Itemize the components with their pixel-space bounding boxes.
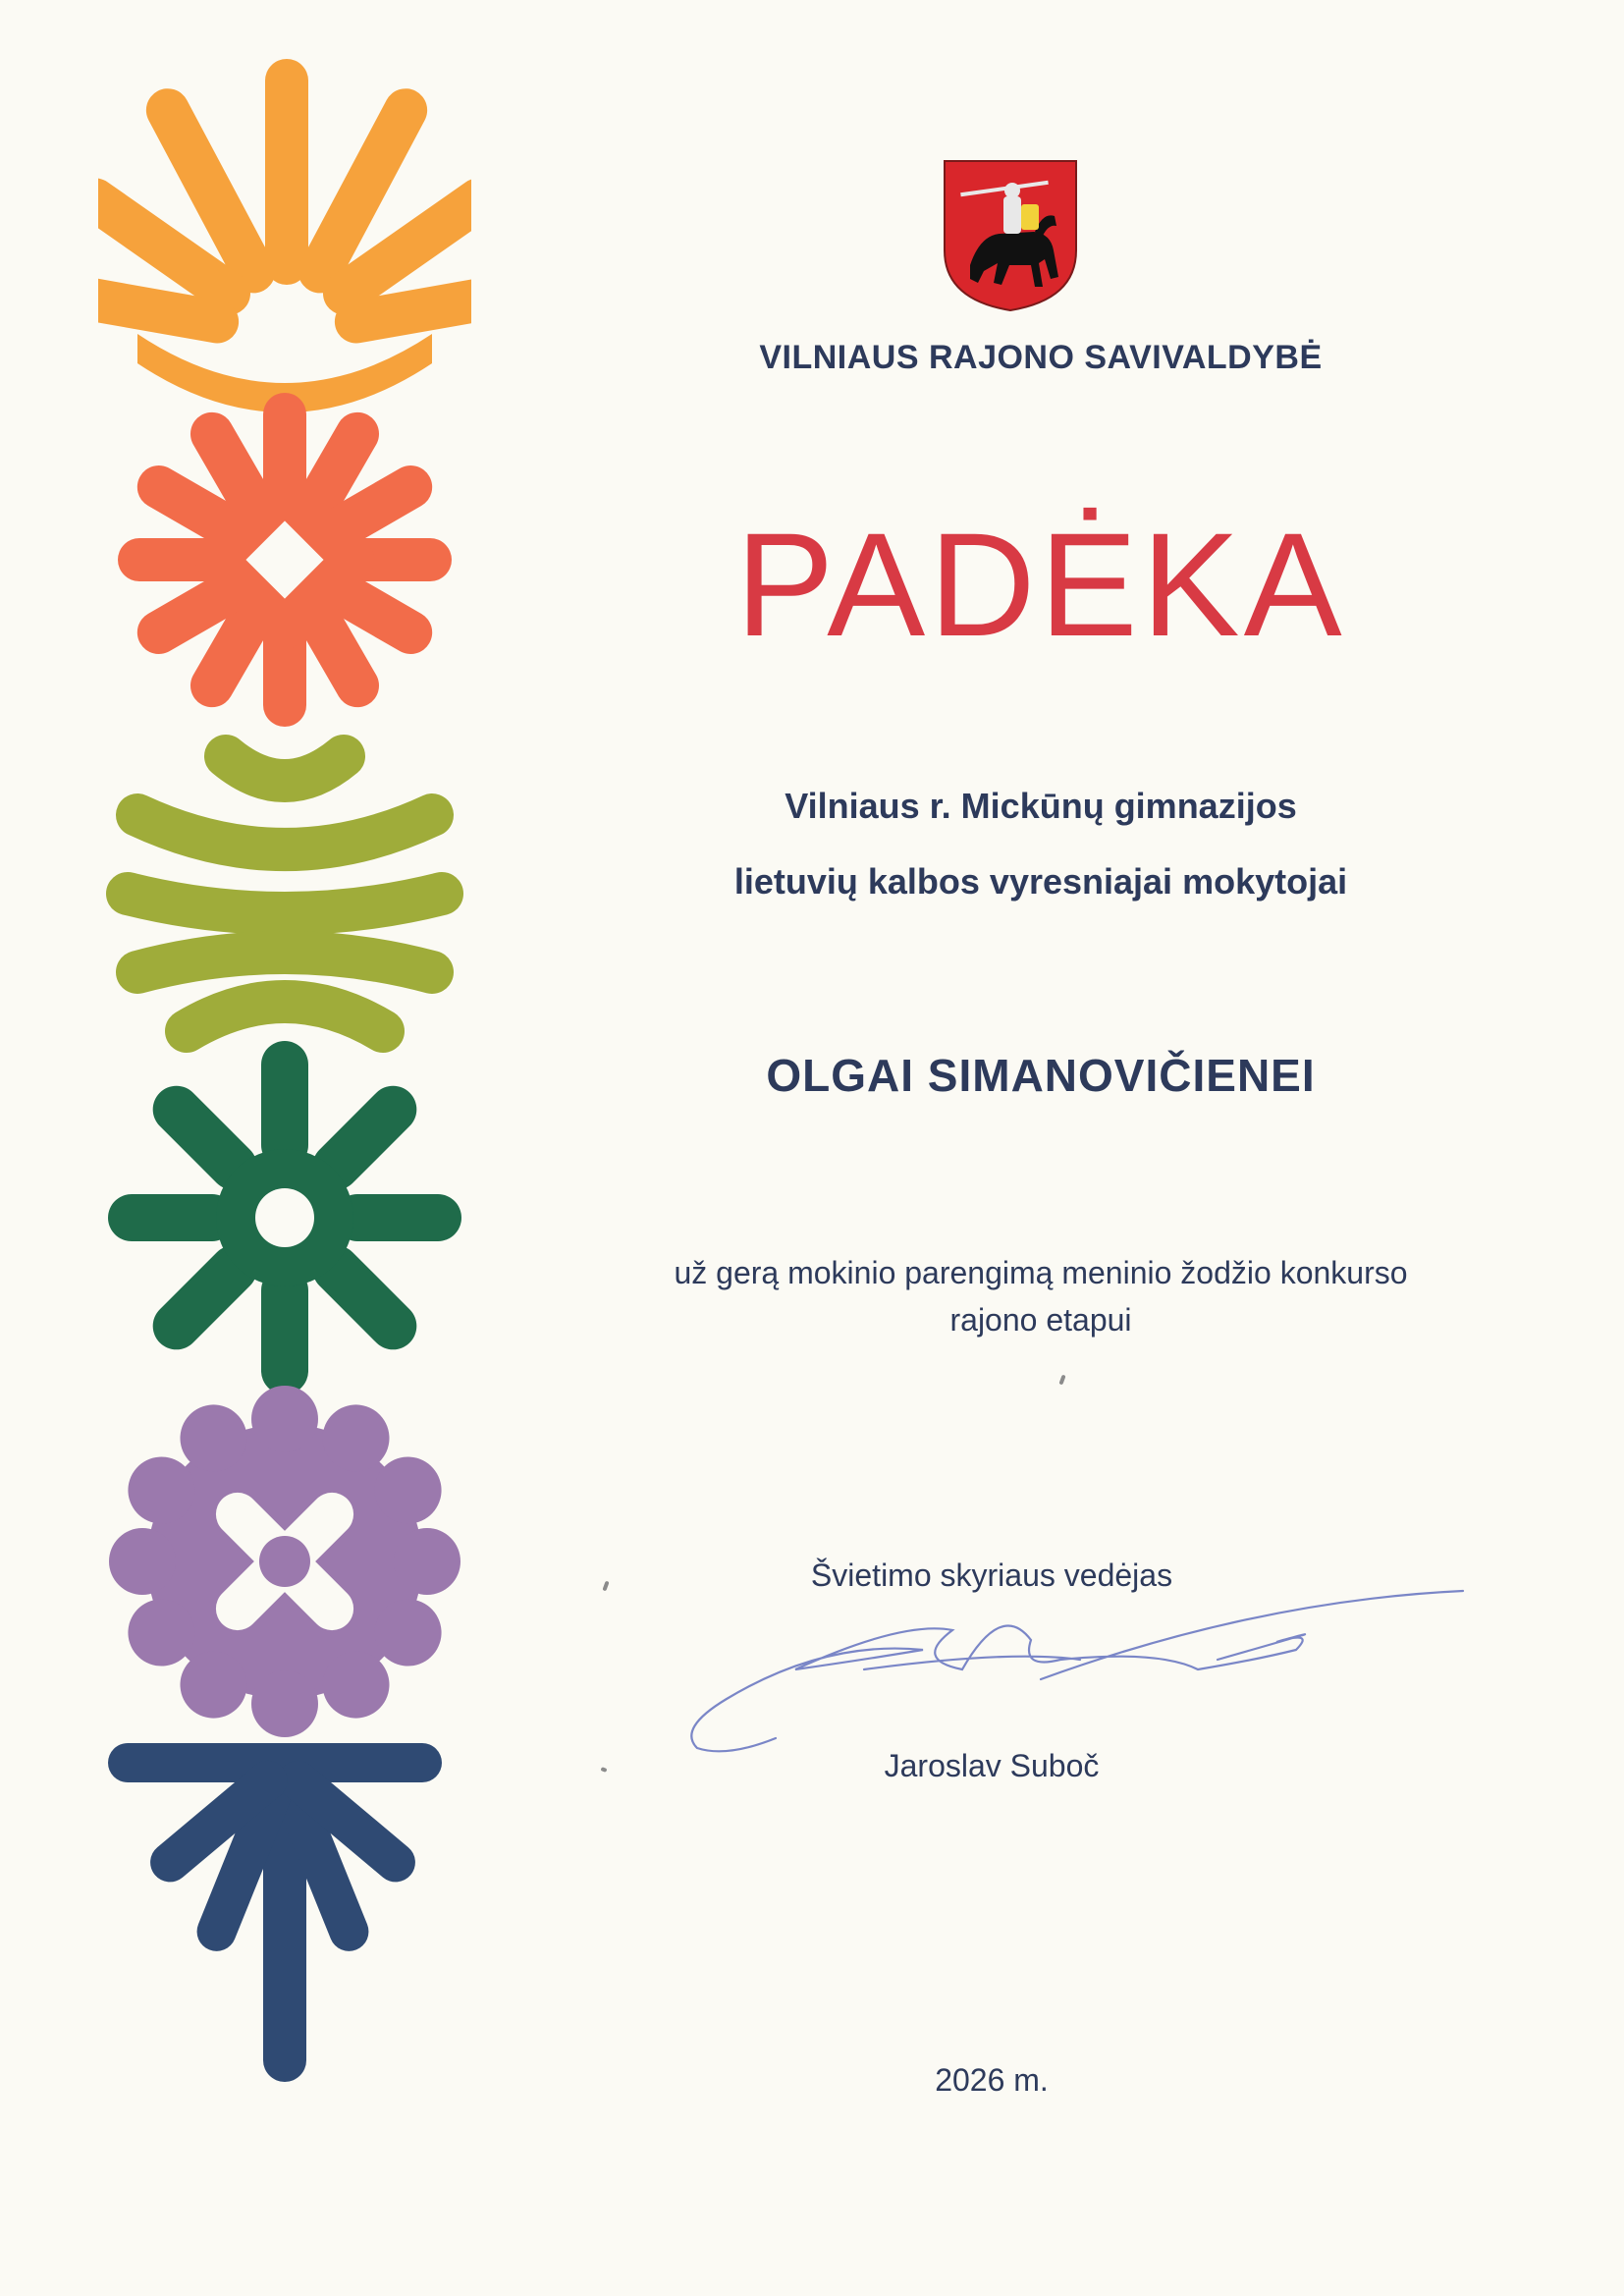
orange-sun-ornament: [98, 59, 471, 412]
vytis-coat-of-arms-icon: [941, 157, 1080, 314]
reason-text: [550, 1249, 1532, 1343]
signer-name: Jaroslav Subоč: [884, 1748, 1100, 1783]
reason-line-1: už gerą mokinio parengimą meninio žodžio konkurso: [674, 1255, 1408, 1290]
paper-speck: [602, 1581, 609, 1592]
paper-speck: [600, 1767, 607, 1773]
school-line: Vilniaus r. Mickūnų gimnazijos: [785, 786, 1297, 826]
recipient-name: OLGAI SIMANOVIČIENEI: [766, 1050, 1316, 1101]
paper-speck: [1058, 1375, 1065, 1386]
organization-name: VILNIAUS RAJONO SAVIVALDYBĖ: [759, 339, 1323, 376]
navy-sprout-ornament: [108, 1743, 442, 2082]
signer-title: Švietimo skyriaus vedėjas: [810, 1558, 1173, 1593]
purple-flower-ornament: [109, 1386, 460, 1737]
certificate-year: 2026 m.: [935, 2062, 1049, 2098]
reason-line-2: rajono etapui: [949, 1302, 1132, 1338]
green-flower-ornament: [108, 1041, 461, 1394]
olive-wave-ornament: [128, 756, 442, 1031]
certificate-title: PADĖKA: [735, 502, 1346, 667]
folk-flower-ornament: [98, 39, 471, 2082]
coral-flower-ornament: [118, 393, 452, 727]
role-line: lietuvių kalbos vyresniajai mokytojai: [733, 861, 1348, 902]
